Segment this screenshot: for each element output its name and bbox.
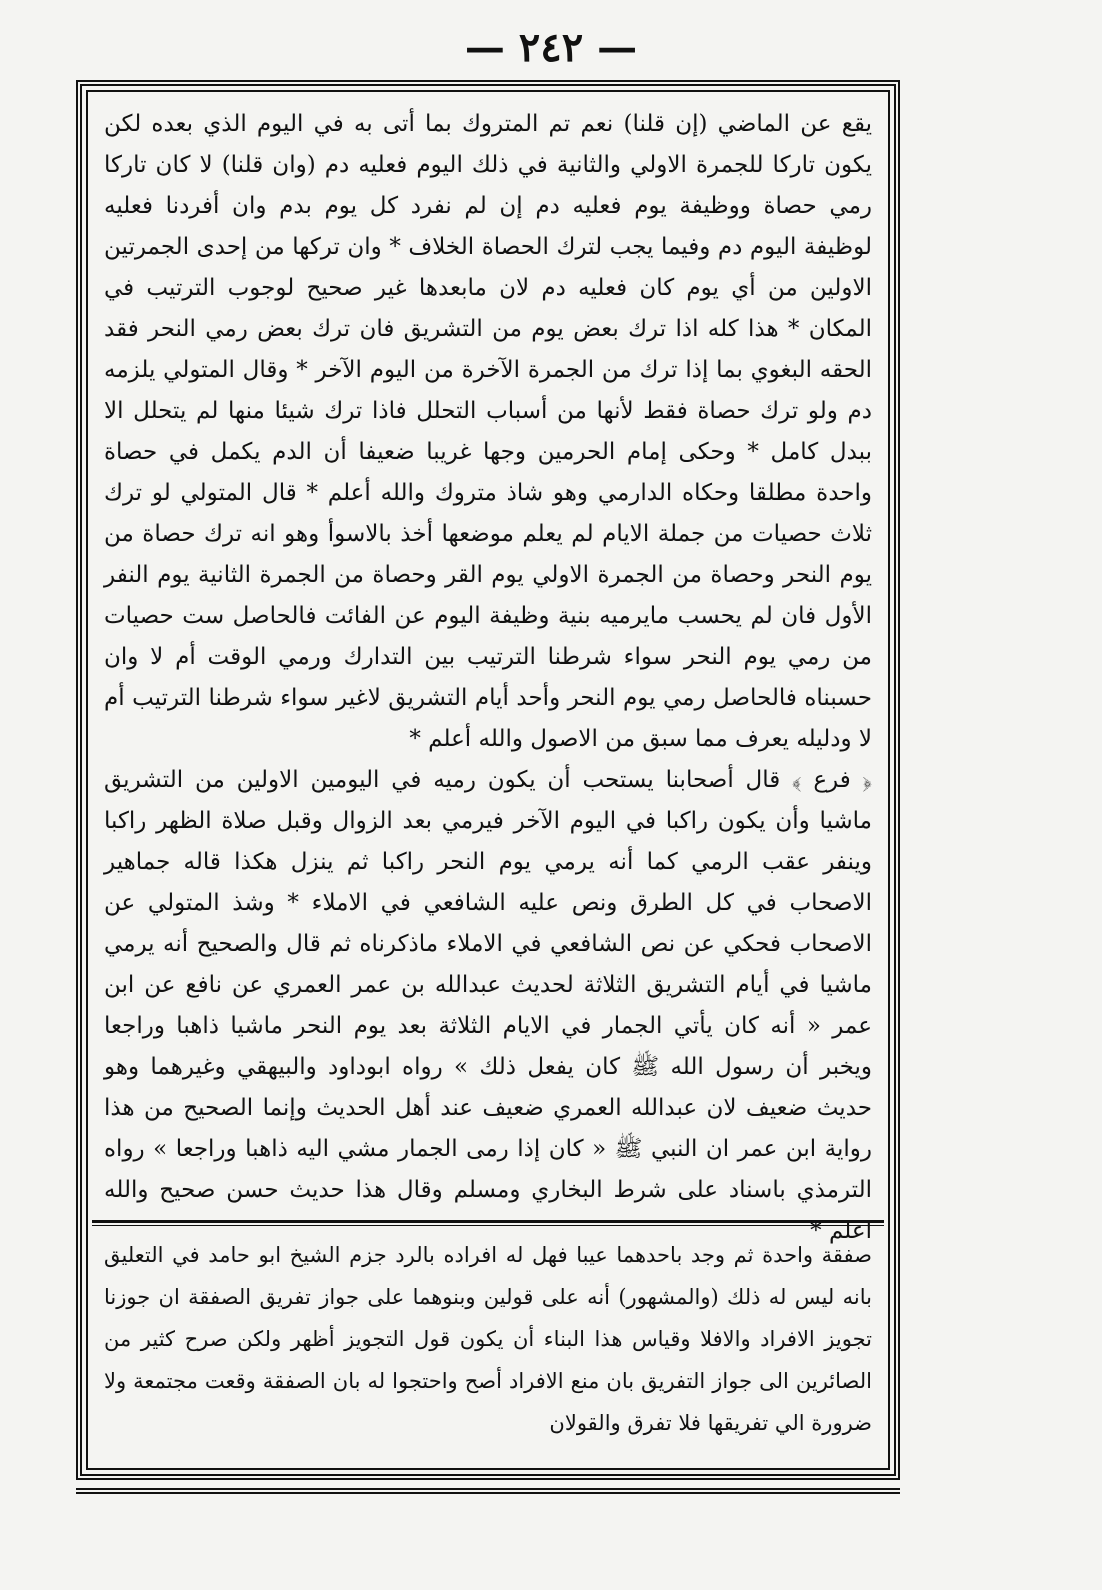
paragraph: ﴿ فرع ﴾ قال أصحابنا يستحب أن يكون رميه في اليومين الاولين من التشريق ماشيا وأن يكون راكبا في اليوم الآخر فيرمي بعد الزوال وقبل صلاة الظهر راكبا وينفر عقب الرمي كما أنه يرمي يوم النحر راكبا ثم ينزل هكذا قاله جماهير الاصحاب في كل الطرق ونص عليه الشافعي في الاملاء * وشذ المتولي عن الاصحاب فحكي عن نص الشافعي في الاملاء ماذكرناه ثم قال والصحيح أنه يرمي ماشيا في أيام التشريق الثلاثة لحديث عبدالله بن عمر العمري عن نافع عن ابن عمر « أنه كان يأتي الجمار في الايام الثلاثة بعد يوم النحر ماشيا ذاهبا وراجعا ويخبر أن رسول الله ﷺ كان يفعل ذلك » رواه ابوداود والبيهقي وغيرهما وهو حديث ضعيف لان عبدالله العمري ضعيف عند أهل الحديث وإنما الصحيح من هذا رواية ابن عمر ان النبي ﷺ « كان إذا رمى الجمار مشي اليه ذاهبا وراجعا » رواه الترمذي باسناد على شرط البخاري ومسلم وقال هذا حديث حسن صحيح والله اعلم * <box>104 767 872 1244</box>
bottom-rule <box>76 1488 900 1494</box>
footnote-divider <box>92 1220 884 1223</box>
footnote <box>104 1234 872 1444</box>
footnote-paragraph: صفقة واحدة ثم وجد باحدهما عيبا فهل له افراده بالرد جزم الشيخ ابو حامد في التعليق بانه ليس له ذلك (والمشهور) أنه على قولين وبنوهما على جواز تفريق الصفقة ان جوزنا تجويز الافراد والافلا وقياس هذا البناء أن يكون قول التجويز أظهر ولكن صرح كثير من الصائرين الى جواز التفريق بان منع الافراد أصح واحتجوا له بان الصفقة وقعت مجتمعة ولا ضرورة الي تفريقها فلا تفرق والقولان <box>104 1243 872 1435</box>
paragraph: يقع عن الماضي (إن قلنا) نعم تم المتروك بما أتى به في اليوم الذي بعده لكن يكون تاركا للجمرة الاولي والثانية في ذلك اليوم فعليه دم (وان قلنا) لا كان تاركا رمي حصاة ووظيفة يوم فعليه دم إن لم نفرد كل يوم بدم وان أفردنا فعليه لوظيفة اليوم دم وفيما يجب لترك الحصاة الخلاف * وان تركها من إحدى الجمرتين الاولين من أي يوم كان فعليه دم لان مابعدها غير صحيح لوجوب الترتيب في المكان * هذا كله اذا ترك بعض يوم من التشريق فان ترك بعض رمي النحر فقد الحقه البغوي بما إذا ترك من الجمرة الآخرة من اليوم الآخر * وقال المتولي يلزمه دم ولو ترك حصاة فقط لأنها من أسباب التحلل فاذا ترك شيئا منها لم يتحلل الا ببدل كامل * وحكى إمام الحرمين وجها غريبا ضعيفا أن الدم يكمل في حصاة واحدة مطلقا وحكاه الدارمي وهو شاذ متروك والله أعلم * قال المتولي لو ترك ثلاث حصيات من جملة الايام لم يعلم موضعها أخذ بالاسوأ وهو انه ترك حصاة من يوم النحر وحصاة من الجمرة الاولي يوم القر وحصاة من الجمرة الثانية يوم النفر الأول فان لم يحسب مايرميه بنية وظيفة اليوم عن الفائت فالحاصل ست حصيات من رمي يوم النحر سواء شرطنا الترتيب بين التدارك ورمي الوقت أم لا وان حسبناه فالحاصل رمي يوم النحر وأحد أيام التشريق لاغير سواء شرطنا الترتيب أم لا ودليله يعرف مما سبق من الاصول والله أعلم * <box>104 111 872 752</box>
page-number: — ٢٤٢ — <box>464 24 638 71</box>
main-text <box>104 104 872 1244</box>
text-frame <box>76 80 900 1480</box>
